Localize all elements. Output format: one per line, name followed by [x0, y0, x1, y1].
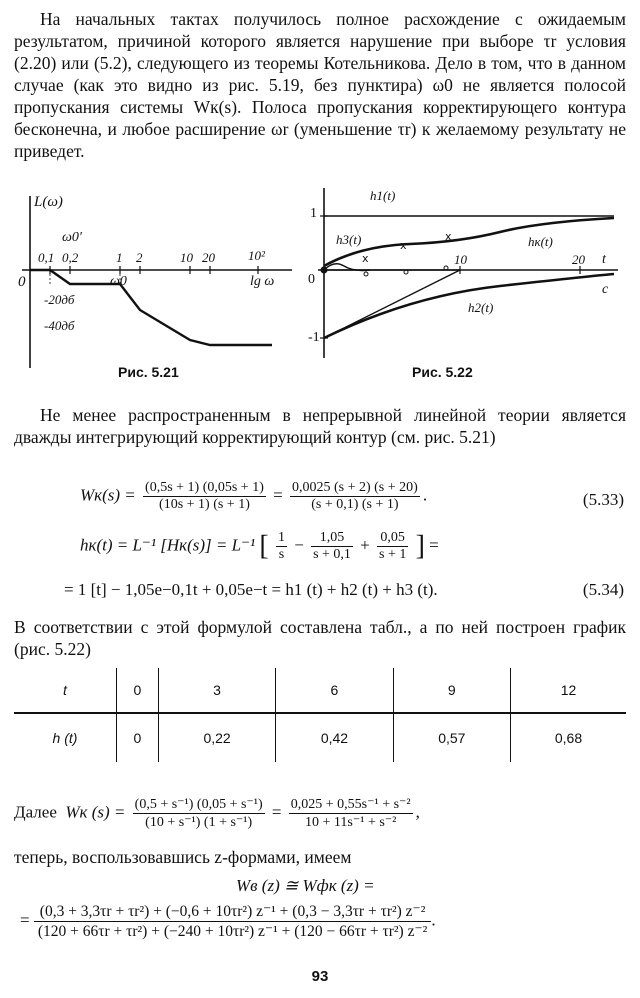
fig21-tick-1: 1	[116, 250, 123, 265]
equation-5-34-line1: hк(t) = L⁻¹ [Hк(s)] = L⁻¹ [ $\frac{1}{s}$ − $\frac{1,05}{s + 0,1}$ + $\frac{0,05}{s + 1}$ ] =	[80, 530, 439, 562]
table-cell: h (t)	[52, 730, 78, 746]
fig21-w0: ω0	[110, 274, 127, 289]
table-cell: 0,42	[276, 713, 393, 762]
eq-further-lead: Далее	[14, 802, 57, 822]
paragraph-zforms	[14, 846, 626, 868]
paragraph-double-integrating	[14, 404, 626, 448]
fig21-ylabel: L(ω)	[34, 194, 63, 210]
equation-final-top	[236, 876, 375, 896]
eq533-den1: (10s + 1) (s + 1)	[159, 497, 250, 512]
figure-5-21	[0, 188, 300, 388]
fig22-one: 1	[310, 206, 317, 221]
figure-5-22	[300, 188, 630, 388]
table-header-cell: 9	[393, 668, 510, 713]
table-header-cell: 3	[158, 668, 275, 713]
eq-further-den2: 10 + 11s⁻¹ + s⁻²	[305, 815, 397, 830]
paragraph-table-intro	[14, 616, 626, 660]
paragraph-intro-text: На начальных тактах получилось полное расхождение с ожидаемым результатом, причиной которого является нарушение при выборе τr условия (2.20) или (5.2), следующего из теоремы Котельникова. Дело в том, что в данном случае (как это видно из рис. 5.19, без пунктира) ω0 не является полосой пропускания системы Wк(s). Полоса пропускания корректирующего контура бесконечна, и любое расширение ωr (уменьшение τr) к желаемому результату не приведет.	[14, 9, 626, 161]
table-cell: 0,57	[393, 713, 510, 762]
fig21-tick-2: 2	[136, 250, 143, 265]
eq533-num1: (0,5s + 1) (0,05s + 1)	[145, 480, 264, 495]
eq-further-den1: (10 + s⁻¹) (1 + s⁻¹)	[145, 815, 253, 830]
eq-further-tail: ,	[415, 802, 420, 822]
eq534-plus: +	[360, 535, 370, 555]
eq533-lhs: Wк(s) =	[80, 485, 136, 505]
svg-text:x: x	[400, 239, 407, 252]
fig21-tick-10: 10	[180, 250, 193, 265]
eq534-minus: −	[294, 535, 304, 555]
fig22-tlabel: t	[602, 252, 606, 267]
eq-final-denominator: (120 + 66τr + τr²) + (−240 + 10τr²) z⁻¹ + (120 − 66τr + τr²) z⁻²	[37, 923, 428, 940]
eq533-number: (5.33)	[582, 490, 624, 509]
fig21-tick-0-1: 0,1	[38, 250, 55, 265]
paragraph-zforms-text: теперь, воспользовавшись z-формами, имеем	[14, 847, 352, 867]
values-table	[14, 668, 626, 762]
eq534-number: (5.34)	[582, 580, 624, 599]
fig22-caption: Рис. 5.22	[412, 364, 473, 380]
eq534-f3-den: s + 1	[379, 547, 407, 562]
eq-further-num1: (0,5 + s⁻¹) (0,05 + s⁻¹)	[134, 797, 263, 812]
eq534-f1-num: 1	[277, 530, 285, 545]
fig21-tick-0-2: 0,2	[62, 250, 79, 265]
fig22-h1: h1(t)	[370, 188, 396, 203]
eq-final-tail: .	[431, 910, 436, 930]
svg-text:x: x	[445, 230, 452, 243]
fig22-h2: h2(t)	[468, 300, 494, 315]
table-cell: 0,22	[158, 713, 275, 762]
eq533-den2: (s + 0,1) (s + 1)	[311, 497, 399, 512]
paragraph-intro	[14, 8, 626, 162]
eq-further-lhs: Wк (s) =	[65, 802, 126, 822]
fig22-zero: 0	[308, 272, 315, 287]
fig21-tick-20: 20	[202, 250, 215, 265]
equation-5-34-line2: = 1 [t] − 1,05e−0,1t + 0,05e−t = h1 (t) + h2 (t) + h3 (t).	[64, 580, 438, 599]
table-header-row	[14, 668, 626, 713]
eq534-f2-den: s + 0,1	[313, 547, 351, 562]
fig21-tick-100: 10²	[248, 248, 265, 263]
table-header-cell: 12	[511, 668, 626, 713]
table-header-cell: 0	[117, 668, 159, 713]
svg-text:x: x	[362, 252, 369, 265]
table-header-cell: t	[14, 668, 117, 713]
fig21-xlabel: lg ω	[250, 274, 275, 289]
equation-5-33: Wк(s) = $\frac{(0,5s + 1) (0,05s + 1)}{(10s + 1) (s + 1)}$ = $\frac{0,0025 (s + 2) (s + 20)}{(s + 0,1) (s + 1)}$ .	[80, 480, 428, 512]
paragraph-double-integrating-text: Не менее распространенным в непрерывной линейной теории является дважды интегрирующий корректирующий контур (см. рис. 5.21)	[14, 405, 626, 447]
eq534-lhs: hк(t) = L⁻¹ [Hк(s)] = L⁻¹	[80, 535, 256, 555]
eq533-num2: 0,0025 (s + 2) (s + 20)	[291, 480, 418, 495]
fig22-x20: 20	[572, 252, 585, 267]
step-response-plot	[300, 188, 630, 388]
fig22-minus-one: -1	[308, 330, 320, 345]
equation-further: Далее Wк (s) = $\frac{\text{(0,5 + s⁻¹) (0,05 + s⁻¹)}}{\text{(10 + s⁻¹) (1 + s⁻¹)}}$ = $\frac{\text{0,025 + 0,55s⁻¹ + s⁻²}}{\text{10 + 11s⁻¹ + s⁻²}}$ ,	[14, 797, 420, 830]
fig22-clabel: c	[602, 282, 609, 297]
eq-final-lead: =	[20, 910, 30, 930]
fig21-db2: -40дб	[44, 318, 75, 333]
fig21-caption: Рис. 5.21	[118, 364, 179, 380]
table-row	[14, 713, 626, 762]
table-cell: 0	[117, 713, 159, 762]
fig21-w0prime: ω0′	[62, 230, 82, 245]
eq534-f1-den: s	[278, 547, 285, 562]
eq534-f2-num: 1,05	[311, 530, 353, 547]
eq-final-top: Wв (z) ≅ Wфк (z) =	[236, 876, 375, 895]
table-cell: 0,68	[511, 713, 626, 762]
fig21-origin: 0	[18, 274, 26, 290]
fig21-db1: -20дб	[44, 292, 75, 307]
eq534-f3-num: 0,05	[377, 530, 408, 547]
page-number: 93	[311, 968, 329, 985]
fig22-h3: h3(t)	[336, 232, 362, 247]
equation-final	[20, 902, 436, 941]
eq-further-num2: 0,025 + 0,55s⁻¹ + s⁻²	[290, 797, 411, 812]
fig22-hk: hк(t)	[528, 234, 553, 249]
eq-final-numerator: (0,3 + 3,3τr + τr²) + (−0,6 + 10τr²) z⁻¹ + (0,3 − 3,3τr + τr²) z⁻²	[34, 902, 431, 922]
table-header-cell: 6	[276, 668, 393, 713]
fig22-x10: 10	[454, 252, 467, 267]
paragraph-table-intro-text: В соответствии с этой формулой составлена табл., а по ней построен график (рис. 5.22)	[14, 617, 626, 659]
